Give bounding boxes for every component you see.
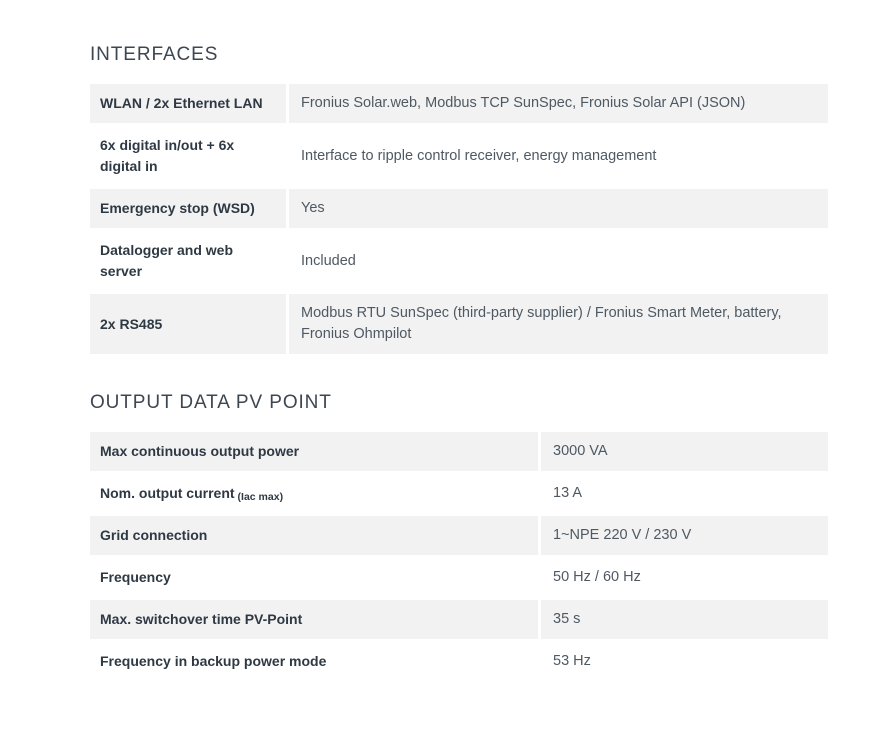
spec-label-subscript: (Iac max) — [237, 491, 284, 503]
spec-value-cell — [541, 516, 828, 555]
spec-label-cell — [90, 231, 286, 291]
table-row — [90, 432, 828, 471]
table-row — [90, 558, 828, 597]
spec-value: 35 s — [553, 611, 581, 627]
spec-label: Frequency — [100, 569, 171, 585]
spec-value-cell — [289, 189, 828, 228]
spec-value: Yes — [301, 200, 325, 216]
table-row — [90, 84, 828, 123]
spec-label-cell — [90, 474, 538, 513]
table-row — [90, 294, 828, 354]
spec-value: Modbus RTU SunSpec (third-party supplier) / Fronius Smart Meter, battery, Fronius Ohmpilot — [301, 305, 782, 342]
spec-value-cell — [541, 432, 828, 471]
spec-label-cell — [90, 516, 538, 555]
spec-label: Emergency stop (WSD) — [100, 200, 255, 216]
spec-value-cell — [541, 600, 828, 639]
interfaces-table — [90, 84, 828, 354]
spec-label: Grid connection — [100, 527, 208, 543]
spec-label-cell — [90, 294, 286, 354]
spec-label-cell — [90, 126, 286, 186]
spec-value-cell — [541, 558, 828, 597]
spec-value-cell — [541, 474, 828, 513]
spec-value: 13 A — [553, 485, 583, 501]
section-title: OUTPUT DATA PV POINT — [90, 392, 332, 413]
spec-value: 53 Hz — [553, 653, 591, 669]
spec-label-cell — [90, 84, 286, 123]
spec-label: 6x digital in/out + 6x digital in — [100, 137, 235, 174]
table-row — [90, 231, 828, 291]
spec-label: Max continuous output power — [100, 443, 300, 459]
spec-value-cell — [541, 642, 828, 681]
spec-label-cell — [90, 642, 538, 681]
spec-label: Frequency in backup power mode — [100, 653, 327, 669]
spec-label-cell — [90, 432, 538, 471]
spec-value-cell — [289, 126, 828, 186]
output-data-table — [90, 432, 828, 681]
spec-value: 50 Hz / 60 Hz — [553, 569, 641, 585]
spec-label-cell — [90, 600, 538, 639]
spec-value: 1~NPE 220 V / 230 V — [553, 527, 692, 543]
table-row — [90, 189, 828, 228]
spec-value-cell — [289, 84, 828, 123]
spec-label: 2x RS485 — [100, 315, 163, 332]
spec-label: Nom. output current — [100, 485, 235, 501]
spec-label-cell — [90, 189, 286, 228]
spec-label-cell — [90, 558, 538, 597]
spec-label: Datalogger and web server — [100, 242, 234, 279]
spec-value-cell — [289, 294, 828, 354]
table-row — [90, 642, 828, 681]
spec-value: Included — [301, 252, 356, 269]
section-interfaces — [90, 44, 828, 354]
table-row — [90, 516, 828, 555]
spec-value: Fronius Solar.web, Modbus TCP SunSpec, Fronius Solar API (JSON) — [301, 95, 746, 111]
section-output-data-pv-point — [90, 392, 828, 681]
spec-value-cell — [289, 231, 828, 291]
spec-label: WLAN / 2x Ethernet LAN — [100, 95, 263, 111]
spec-label: Max. switchover time PV-Point — [100, 611, 303, 627]
spec-value: Interface to ripple control receiver, energy management — [301, 147, 657, 164]
table-row — [90, 600, 828, 639]
spec-value: 3000 VA — [553, 443, 608, 459]
table-row — [90, 474, 828, 513]
section-title: INTERFACES — [90, 44, 219, 65]
table-row — [90, 126, 828, 186]
